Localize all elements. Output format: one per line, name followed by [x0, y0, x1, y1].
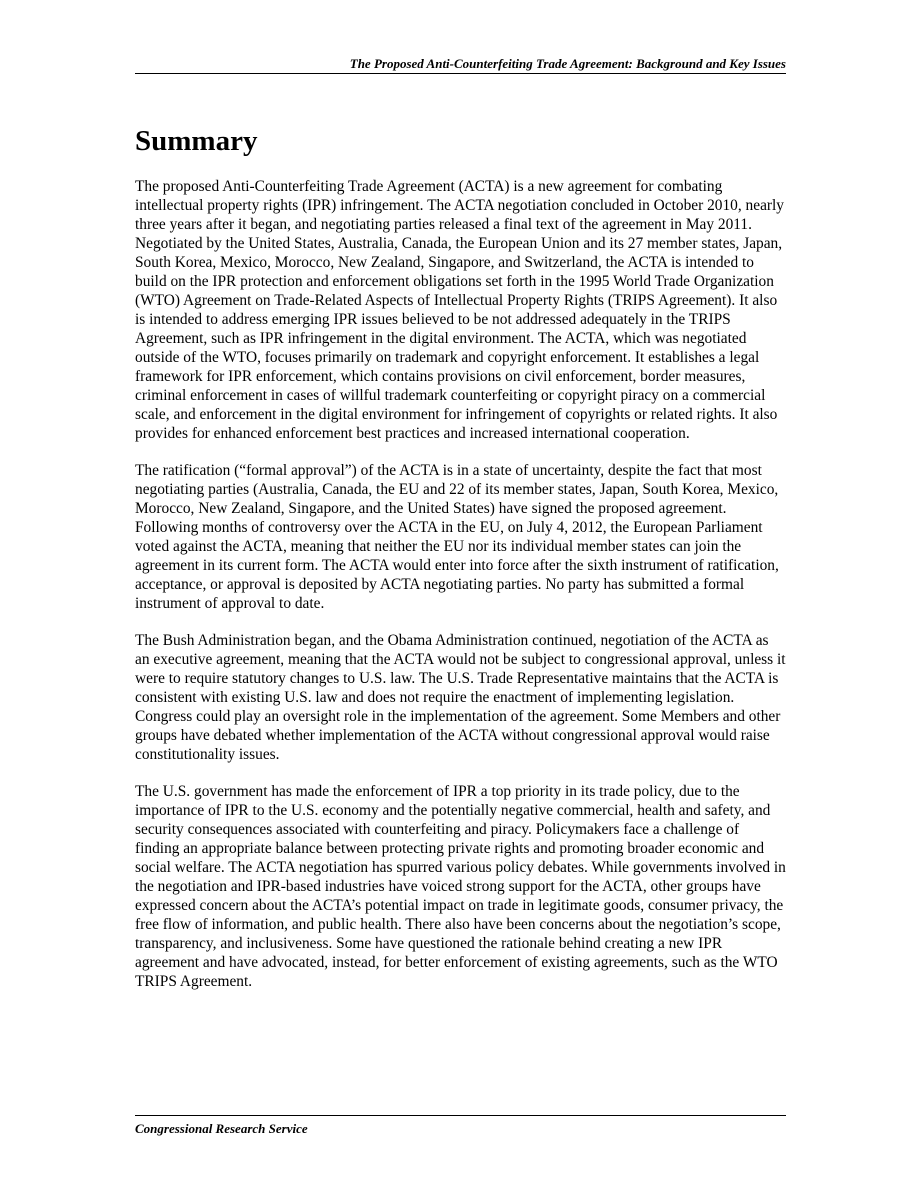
page-title: Summary	[135, 125, 258, 157]
footer-divider	[135, 1115, 786, 1116]
summary-paragraph-2: The ratification (“formal approval”) of the ACTA is in a state of uncertainty, despite the fact that most negotiating parties (Australia, Canada, the EU and 22 of its member states, Japan, South Korea, Mexico, Morocco, New Zealand, Singapore, and the United States) have signed the proposed agreement. Following months of controversy over the ACTA in the EU, on July 4, 2012, the European Parliament voted against the ACTA, meaning that neither the EU nor its individual member states can join the agreement in its current form. The ACTA would enter into force after the sixth instrument of ratification, acceptance, or approval is deposited by ACTA negotiating parties. No party has submitted a formal instrument of approval to date.	[135, 462, 779, 612]
summary-paragraph-4: The U.S. government has made the enforcement of IPR a top priority in its trade policy, due to the importance of IPR to the U.S. economy and the potentially negative commercial, health and safety, and security consequences associated with counterfeiting and piracy. Policymakers face a challenge of finding an appropriate balance between protecting private rights and promoting broader economic and social welfare. The ACTA negotiation has spurred various policy debates. While governments involved in the negotiation and IPR-based industries have voiced strong support for the ACTA, other groups have expressed concern about the ACTA’s potential impact on trade in legitimate goods, consumer privacy, the free flow of information, and public health. There also have been concerns about the negotiation’s scope, transparency, and inclusiveness. Some have questioned the rationale behind creating a new IPR agreement and have advocated, instead, for better enforcement of existing agreements, such as the WTO TRIPS Agreement.	[135, 783, 786, 990]
header-divider	[135, 73, 786, 74]
running-header: The Proposed Anti-Counterfeiting Trade Agreement: Background and Key Issues	[349, 56, 786, 71]
summary-paragraph-3: The Bush Administration began, and the Obama Administration continued, negotiation of the ACTA as an executive agreement, meaning that the ACTA would not be subject to congressional approval, unless it were to require statutory changes to U.S. law. The U.S. Trade Representative maintains that the ACTA is consistent with existing U.S. law and does not require the enactment of implementing legislation. Congress could play an oversight role in the implementation of the agreement. Some Members and other groups have debated whether implementation of the ACTA without congressional approval would raise constitutionality issues.	[135, 632, 786, 763]
summary-body	[135, 177, 786, 1009]
running-footer: Congressional Research Service	[135, 1121, 308, 1136]
summary-paragraph-1: The proposed Anti-Counterfeiting Trade Agreement (ACTA) is a new agreement for combating intellectual property rights (IPR) infringement. The ACTA negotiation concluded in October 2010, nearly three years after it began, and negotiating parties released a final text of the agreement in May 2011. Negotiated by the United States, Australia, Canada, the European Union and its 27 member states, Japan, South Korea, Mexico, Morocco, New Zealand, Singapore, and Switzerland, the ACTA is intended to build on the IPR protection and enforcement obligations set forth in the 1995 World Trade Organization (WTO) Agreement on Trade-Related Aspects of Intellectual Property Rights (TRIPS Agreement). It also is intended to address emerging IPR issues believed to be not addressed adequately in the TRIPS Agreement, such as IPR infringement in the digital environment. The ACTA, which was negotiated outside of the WTO, focuses primarily on trademark and copyright enforcement. It establishes a legal framework for IPR enforcement, which contains provisions on civil enforcement, border measures, criminal enforcement in cases of willful trademark counterfeiting or copyright piracy on a commercial scale, and enforcement in the digital environment for infringement of copyrights or related rights. It also provides for enhanced enforcement best practices and increased international cooperation.	[135, 178, 785, 442]
